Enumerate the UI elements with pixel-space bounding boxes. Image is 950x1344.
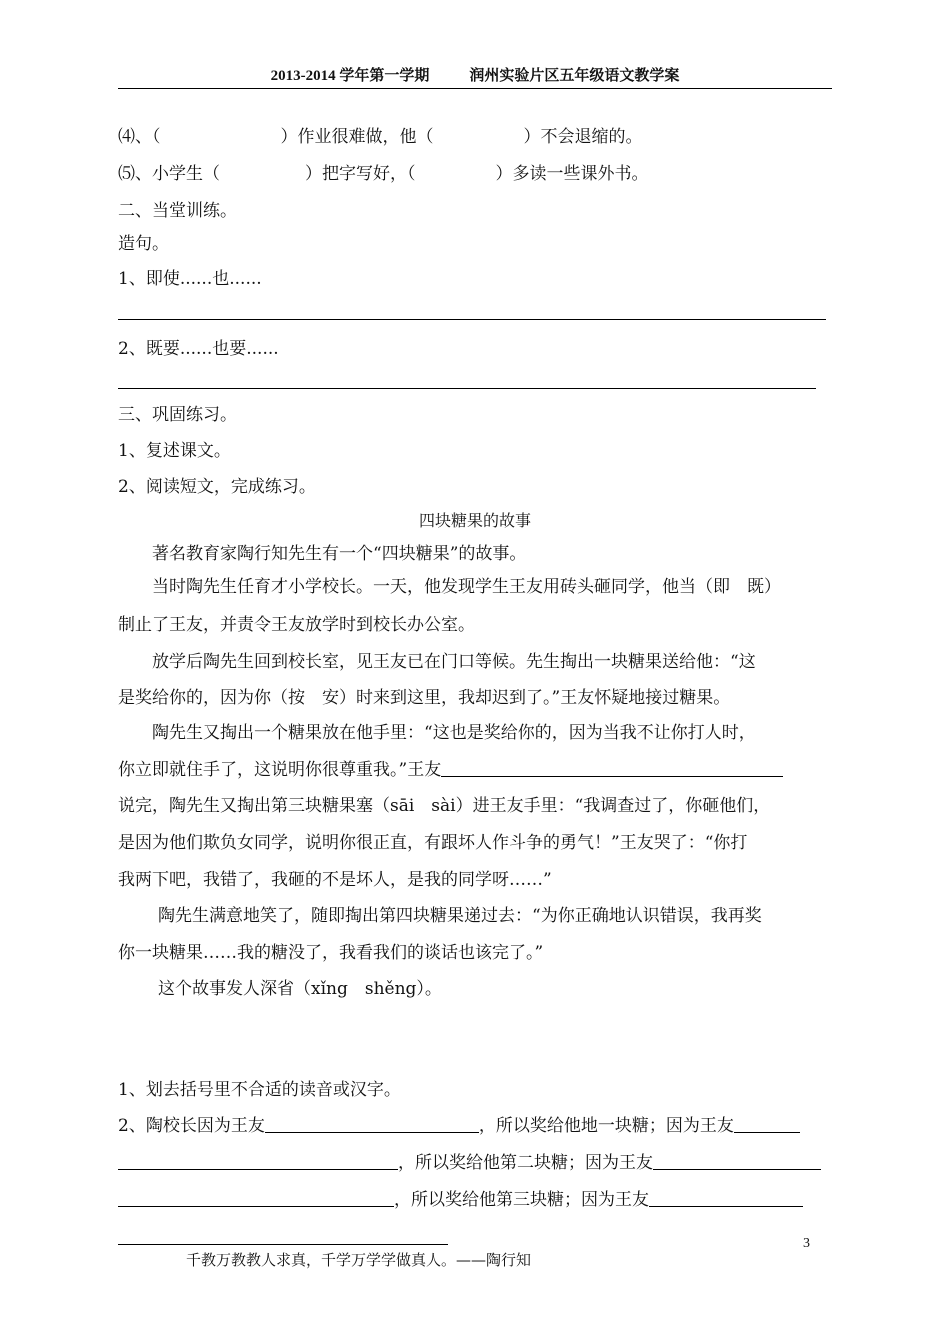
section3-title: 三、巩固练习。 bbox=[118, 405, 237, 425]
question-5 bbox=[118, 163, 649, 185]
question-4 bbox=[118, 126, 643, 148]
exercise-2-text: 2、陶校长因为王友 bbox=[118, 1116, 265, 1136]
section2-title: 二、当堂训练。 bbox=[118, 201, 237, 221]
sentence-1-prompt: 1、即使......也...... bbox=[118, 269, 262, 289]
answer-blank[interactable] bbox=[649, 1190, 803, 1207]
q4-number: ⑷、 bbox=[118, 127, 152, 147]
story-line: 放学后陶先生回到校长室，见王友已在门口等候。先生掏出一块糖果送给他：“这 bbox=[152, 652, 756, 672]
header-rule bbox=[118, 88, 832, 89]
exercise-2-row-3 bbox=[118, 1189, 803, 1211]
q4-text-3: ）不会退缩的。 bbox=[523, 127, 643, 147]
q5-number: ⑸、 bbox=[118, 164, 152, 184]
exercise-1: 1、划去括号里不合适的读音或汉字。 bbox=[118, 1080, 401, 1100]
story-line: 说完，陶先生又掏出第三块糖果塞（sāi sài）进王友手里：“我调查过了，你砸他们， bbox=[118, 796, 771, 816]
header-term: 2013-2014 学年第一学期 bbox=[270, 68, 430, 84]
exercise-2-text: ，所以奖给他地一块糖；因为王友 bbox=[478, 1116, 734, 1136]
q4-text-1: （ bbox=[152, 127, 161, 147]
section3-item-2: 2、阅读短文，完成练习。 bbox=[118, 477, 316, 497]
story-line: 这个故事发人深省（xǐng shěng）。 bbox=[158, 979, 442, 999]
answer-blank[interactable] bbox=[265, 1116, 479, 1133]
sentence-1-answer-line[interactable] bbox=[118, 319, 826, 320]
page-number: 3 bbox=[803, 1236, 810, 1251]
story-line-text: 你立即就住手了，这说明你很尊重我。”王友 bbox=[118, 760, 442, 780]
story-line: 陶先生满意地笑了，随即掏出第四块糖果递过去：“为你正确地认识错误，我再奖 bbox=[158, 906, 762, 926]
story-line-with-blank bbox=[118, 759, 783, 781]
story-answer-blank[interactable] bbox=[441, 760, 783, 777]
story-line: 制止了王友，并责令王友放学时到校长办公室。 bbox=[118, 615, 475, 635]
exercise-2-text: ，所以奖给他第二块糖；因为王友 bbox=[398, 1153, 653, 1173]
answer-blank[interactable] bbox=[734, 1116, 800, 1133]
story-line: 当时陶先生任育才小学校长。一天，他发现学生王友用砖头砸同学，他当（即 既） bbox=[152, 577, 781, 597]
q4-text-2: ）作业很难做，他（ bbox=[280, 127, 434, 147]
section2-task: 造句。 bbox=[118, 234, 169, 254]
answer-blank[interactable] bbox=[653, 1153, 821, 1170]
story-title: 四块糖果的故事 bbox=[418, 511, 531, 530]
footer-quote: 千教万教教人求真，千学万学学做真人。——陶行知 bbox=[186, 1251, 532, 1269]
exercise-2-text: ，所以奖给他第三块糖；因为王友 bbox=[394, 1190, 649, 1210]
story-line: 你一块糖果……我的糖没了，我看我们的谈话也该完了。” bbox=[118, 943, 544, 963]
sentence-2-answer-line[interactable] bbox=[118, 388, 816, 389]
footer-rule bbox=[118, 1244, 448, 1245]
story-line: 是奖给你的，因为你（按 安）时来到这里，我却迟到了。”王友怀疑地接过糖果。 bbox=[118, 688, 731, 708]
header-title: 润州实验片区五年级语文教学案 bbox=[469, 68, 680, 84]
exercise-2-row-1 bbox=[118, 1115, 800, 1137]
story-line: 著名教育家陶行知先生有一个“四块糖果”的故事。 bbox=[152, 544, 527, 564]
answer-blank[interactable] bbox=[118, 1153, 398, 1170]
section3-item-1: 1、复述课文。 bbox=[118, 441, 231, 461]
page-header bbox=[118, 64, 832, 85]
q5-text-1: 小学生（ bbox=[152, 164, 220, 184]
story-line: 陶先生又掏出一个糖果放在他手里：“这也是奖给你的，因为当我不让你打人时， bbox=[152, 723, 756, 743]
sentence-2-prompt: 2、既要......也要...... bbox=[118, 339, 279, 359]
story-line: 是因为他们欺负女同学，说明你很正直，有跟坏人作斗争的勇气！”王友哭了：“你打 bbox=[118, 833, 748, 853]
story-line: 我两下吧，我错了，我砸的不是坏人，是我的同学呀……” bbox=[118, 870, 552, 890]
answer-blank[interactable] bbox=[118, 1190, 394, 1207]
q5-text-3: ）多读一些课外书。 bbox=[495, 164, 649, 184]
exercise-2-row-2 bbox=[118, 1152, 821, 1174]
q5-text-2: ）把字写好，（ bbox=[305, 164, 416, 184]
